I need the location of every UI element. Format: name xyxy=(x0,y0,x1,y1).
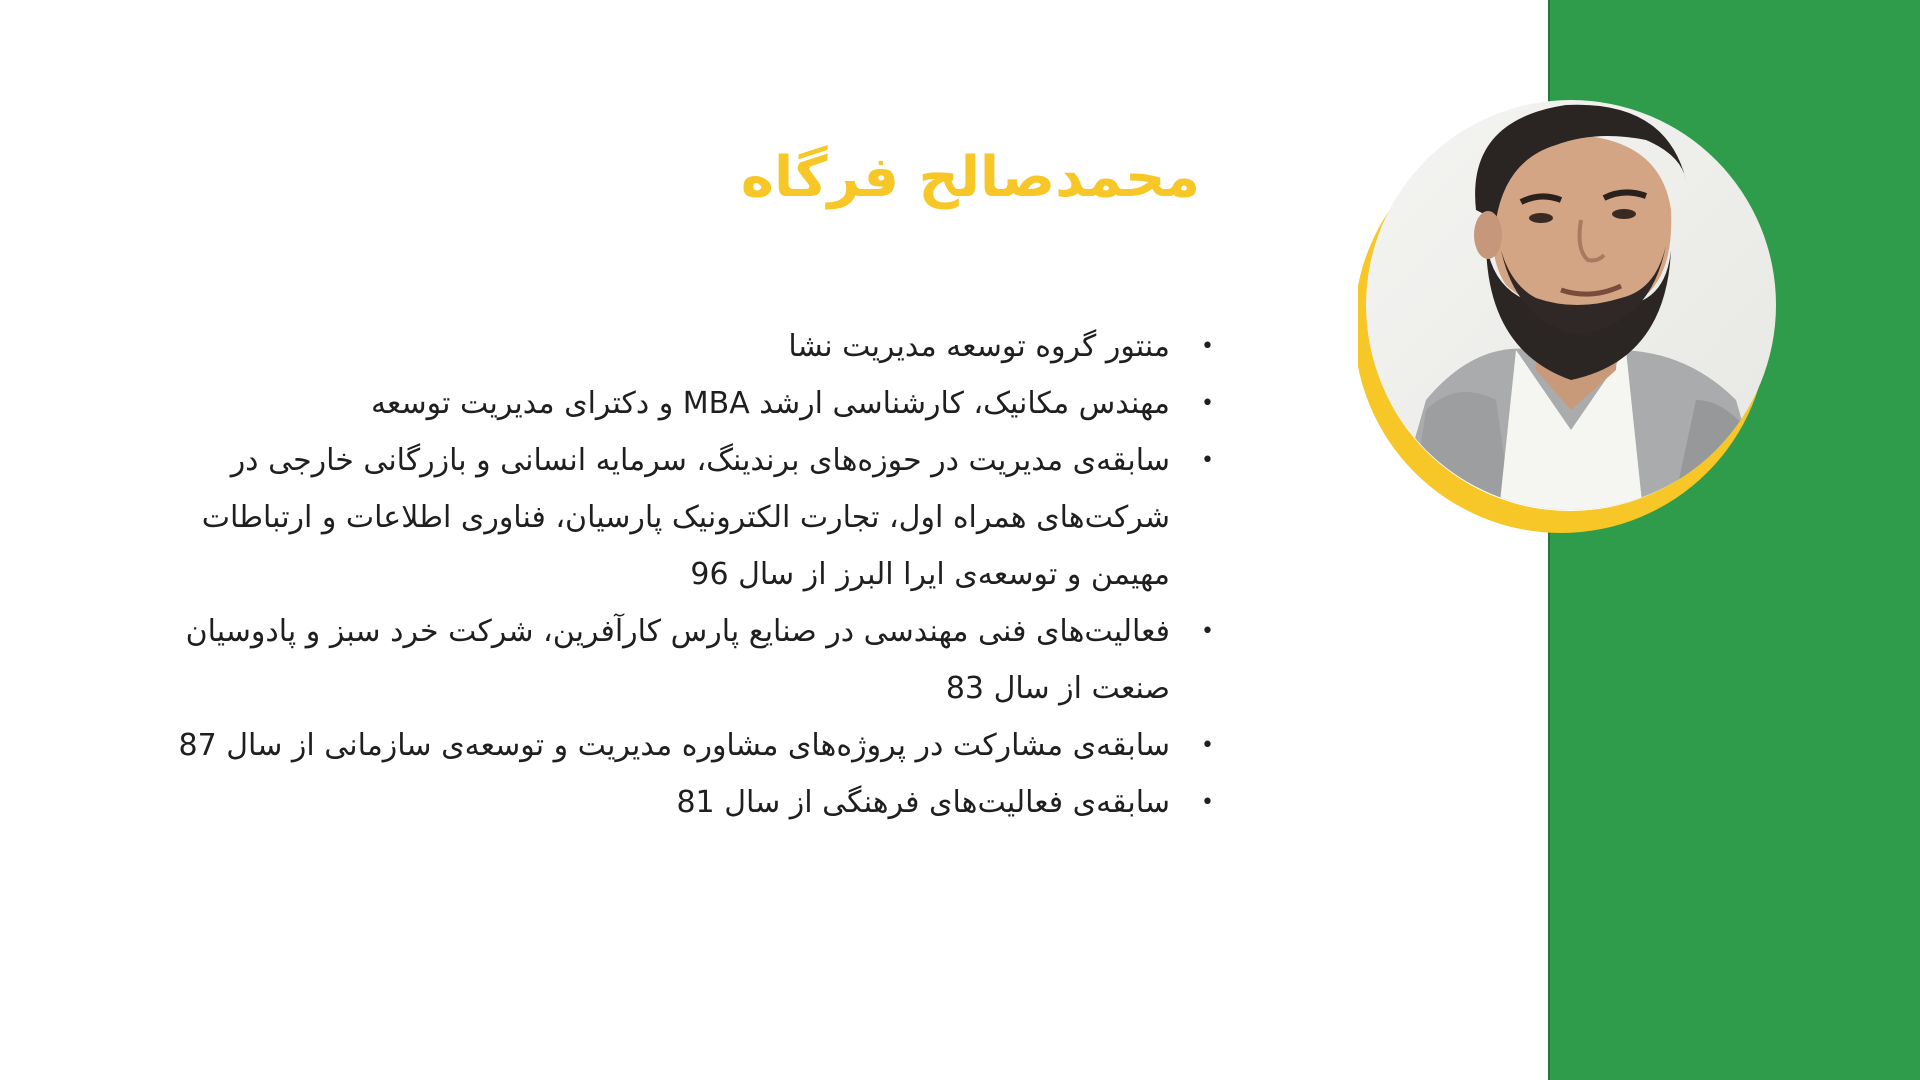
slide-title: محمدصالح فرگاه xyxy=(740,145,1200,210)
bullet-icon: • xyxy=(1201,391,1214,416)
bullet-text: فعالیت‌های فنی مهندسی در صنایع پارس کارآفرین، شرکت خرد سبز و پادوسیان صنعت از سال 83 xyxy=(185,614,1170,706)
bullet-text: منتور گروه توسعه مدیریت نشا xyxy=(788,329,1170,364)
bullet-icon: • xyxy=(1201,448,1214,473)
bullet-icon: • xyxy=(1201,619,1214,644)
bullet-text: مهندس مکانیک، کارشناسی ارشد MBA و دکترای مدیریت توسعه xyxy=(370,386,1170,421)
bullet-icon: • xyxy=(1201,733,1214,758)
bullet-list xyxy=(160,318,1220,831)
list-item xyxy=(160,774,1220,831)
list-item xyxy=(160,432,1220,603)
list-item xyxy=(160,603,1220,717)
bullet-icon: • xyxy=(1201,334,1214,359)
list-item xyxy=(160,717,1220,774)
list-item xyxy=(160,375,1220,432)
list-item xyxy=(160,318,1220,375)
bullet-icon: • xyxy=(1201,790,1214,815)
bullet-text: سابقه‌ی مدیریت در حوزه‌های برندینگ، سرمایه انسانی و بازرگانی خارجی در شرکت‌های همراه اول، تجارت الکترونیک پارسیان، فناوری اطلاعات و ارتباطات مهیمن و توسعه‌ی ایرا البرز از سال 96 xyxy=(201,443,1170,592)
profile-photo xyxy=(1358,100,1788,540)
bullet-text: سابقه‌ی فعالیت‌های فرهنگی از سال 81 xyxy=(676,785,1170,820)
bullet-text: سابقه‌ی مشارکت در پروژه‌های مشاوره مدیریت و توسعه‌ی سازمانی از سال 87 xyxy=(178,728,1170,763)
